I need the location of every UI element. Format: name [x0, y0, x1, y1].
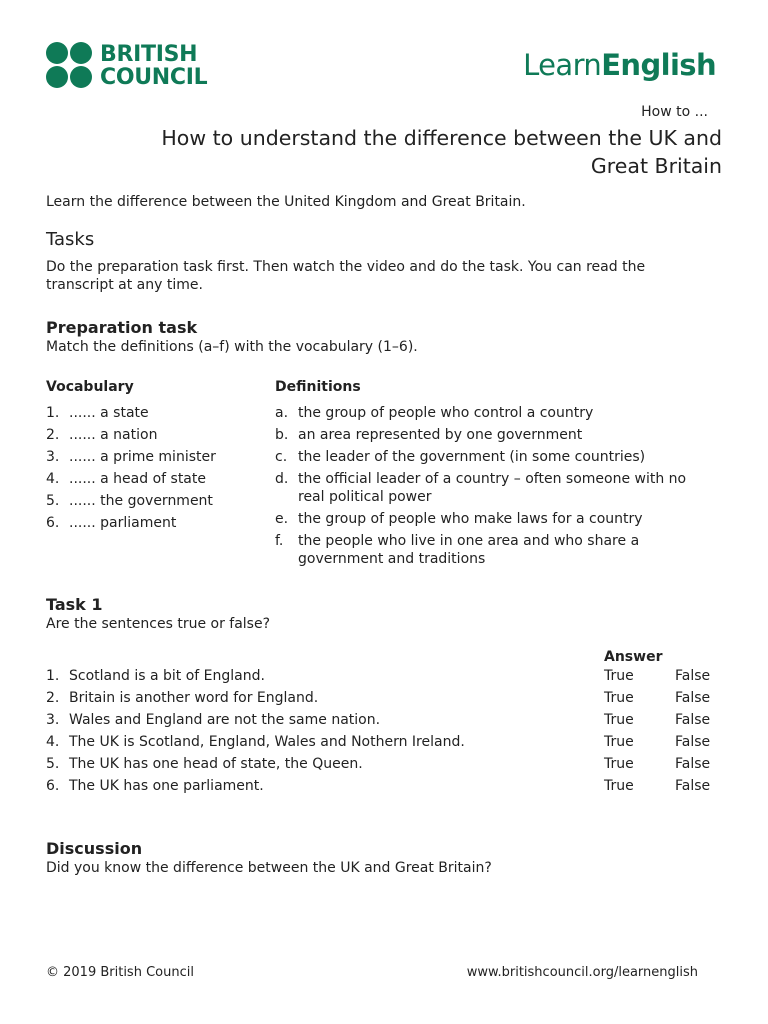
true-option: True [604, 778, 634, 794]
intro-text: Learn the difference between the United Kingdom and Great Britain. [46, 194, 526, 210]
definitions-list [275, 404, 715, 572]
logo-wordmark: BRITISH COUNCIL [100, 42, 208, 90]
true-option: True [604, 712, 634, 728]
false-option: False [675, 734, 711, 750]
false-option: False [675, 712, 711, 728]
false-option: False [675, 778, 711, 794]
task1-heading: Task 1 [46, 595, 103, 614]
table-row: 3. Wales and England are not the same nation. True False [46, 712, 711, 728]
footer-copyright: © 2019 British Council [46, 965, 194, 980]
list-item: 5. ...... the government [46, 493, 213, 509]
list-item: f. the people who live in one area and who share a government and traditions [275, 533, 640, 567]
true-option: True [604, 690, 634, 706]
table-row: 5. The UK has one head of state, the Queen. True False [46, 756, 711, 772]
definitions-heading: Definitions [275, 379, 361, 395]
footer-url[interactable]: www.britishcouncil.org/learnenglish [466, 965, 698, 980]
discussion-heading: Discussion [46, 839, 143, 858]
preparation-instruction: Match the definitions (a–f) with the vocabulary (1–6). [46, 339, 418, 355]
learnenglish-logo: LearnEnglish [523, 48, 716, 82]
list-item: 2. ...... a nation [46, 427, 158, 443]
false-option: False [675, 690, 711, 706]
vocabulary-list [46, 404, 261, 536]
answer-heading: Answer [604, 649, 663, 665]
table-row: 6. The UK has one parliament. True False [46, 778, 711, 794]
list-item: b. an area represented by one government [275, 427, 583, 443]
table-row: 4. The UK is Scotland, England, Wales and Nothern Ireland. True False [46, 734, 711, 750]
preparation-heading: Preparation task [46, 318, 198, 337]
list-item: c. the leader of the government (in some countries) [275, 449, 646, 465]
list-item: d. the official leader of a country – often someone with no real political power [275, 471, 687, 505]
list-item: 6. ...... parliament [46, 515, 177, 531]
true-option: True [604, 668, 634, 684]
logo-dots-icon [46, 42, 94, 90]
tasks-text: Do the preparation task first. Then watch the video and do the task. You can read the transcript at any time. [46, 259, 646, 293]
howto-label: How to ... [641, 104, 708, 120]
table-row: 2. Britain is another word for England. True False [46, 690, 711, 706]
list-item: 3. ...... a prime minister [46, 449, 216, 465]
task1-instruction: Are the sentences true or false? [46, 616, 271, 632]
british-council-logo [46, 42, 216, 90]
false-option: False [675, 668, 711, 684]
true-option: True [604, 756, 634, 772]
vocabulary-heading: Vocabulary [46, 379, 134, 395]
list-item: 1. ...... a state [46, 405, 149, 421]
table-row: 1. Scotland is a bit of England. True False [46, 668, 711, 684]
true-option: True [604, 734, 634, 750]
false-option: False [675, 756, 711, 772]
list-item: 4. ...... a head of state [46, 471, 206, 487]
list-item: a. the group of people who control a country [275, 405, 594, 421]
tasks-heading: Tasks [46, 229, 95, 250]
list-item: e. the group of people who make laws for a country [275, 511, 643, 527]
discussion-question: Did you know the difference between the UK and Great Britain? [46, 860, 492, 876]
page-title: How to understand the difference between the UK and Great Britain [161, 126, 722, 178]
